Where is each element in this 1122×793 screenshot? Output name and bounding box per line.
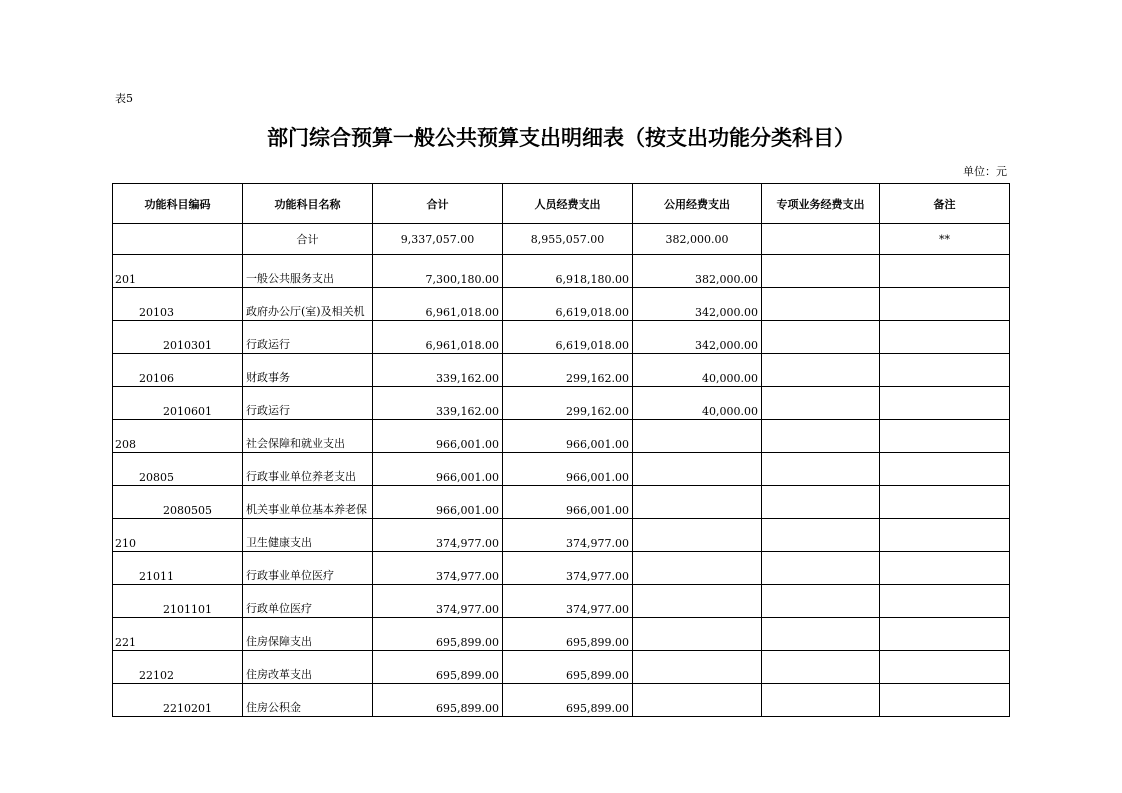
row-total-cell: 966,001.00 (373, 420, 503, 453)
row-personnel-cell: 299,162.00 (503, 387, 633, 420)
row-special-cell (762, 519, 880, 552)
table-row (113, 651, 1010, 684)
row-personnel-cell: 374,977.00 (503, 585, 633, 618)
total-name-cell: 合计 (243, 224, 373, 255)
page-title: 部门综合预算一般公共预算支出明细表（按支出功能分类科目） (267, 126, 855, 150)
header-row (113, 184, 1010, 224)
row-name-cell: 住房改革支出 (243, 651, 373, 684)
row-code-cell: 208 (113, 420, 243, 453)
row-personnel-cell: 695,899.00 (503, 651, 633, 684)
table-row (113, 453, 1010, 486)
row-note-cell (880, 255, 1010, 288)
row-code-cell: 22102 (113, 651, 243, 684)
row-total-cell: 374,977.00 (373, 519, 503, 552)
row-personnel-cell: 6,918,180.00 (503, 255, 633, 288)
table-label: 表5 (115, 92, 133, 105)
row-note-cell (880, 288, 1010, 321)
row-special-cell (762, 453, 880, 486)
row-note-cell (880, 354, 1010, 387)
row-name-cell: 财政事务 (243, 354, 373, 387)
row-personnel-cell: 374,977.00 (503, 519, 633, 552)
row-note-cell (880, 519, 1010, 552)
row-name-cell: 一般公共服务支出 (243, 255, 373, 288)
row-code-cell: 2210201 (113, 684, 243, 717)
row-name-cell: 住房公积金 (243, 684, 373, 717)
row-code-cell: 20103 (113, 288, 243, 321)
row-code-cell: 201 (113, 255, 243, 288)
row-total-cell: 339,162.00 (373, 354, 503, 387)
row-personnel-cell: 374,977.00 (503, 552, 633, 585)
row-code-cell: 2010301 (113, 321, 243, 354)
row-total-cell: 339,162.00 (373, 387, 503, 420)
row-total-cell: 695,899.00 (373, 684, 503, 717)
row-public-cell: 40,000.00 (633, 354, 762, 387)
row-personnel-cell: 966,001.00 (503, 420, 633, 453)
header-total: 合计 (373, 184, 503, 224)
header-special: 专项业务经费支出 (762, 184, 880, 224)
header-note: 备注 (880, 184, 1010, 224)
row-public-cell (633, 684, 762, 717)
header-personnel: 人员经费支出 (503, 184, 633, 224)
row-public-cell: 40,000.00 (633, 387, 762, 420)
unit-label: 单位：元 (963, 165, 1007, 178)
row-total-cell: 966,001.00 (373, 486, 503, 519)
row-public-cell: 342,000.00 (633, 321, 762, 354)
row-public-cell (633, 651, 762, 684)
row-special-cell (762, 651, 880, 684)
row-personnel-cell: 6,619,018.00 (503, 288, 633, 321)
row-name-cell: 行政运行 (243, 387, 373, 420)
row-total-cell: 695,899.00 (373, 651, 503, 684)
total-code-cell (113, 224, 243, 255)
row-name-cell: 行政事业单位医疗 (243, 552, 373, 585)
table-row (113, 519, 1010, 552)
row-name-cell: 政府办公厅(室)及相关机 (243, 288, 373, 321)
row-note-cell (880, 552, 1010, 585)
row-code-cell: 20106 (113, 354, 243, 387)
table-row (113, 288, 1010, 321)
row-code-cell: 2080505 (113, 486, 243, 519)
row-personnel-cell: 6,619,018.00 (503, 321, 633, 354)
row-public-cell (633, 552, 762, 585)
row-total-cell: 374,977.00 (373, 552, 503, 585)
row-special-cell (762, 552, 880, 585)
row-code-cell: 20805 (113, 453, 243, 486)
row-code-cell: 21011 (113, 552, 243, 585)
row-public-cell (633, 585, 762, 618)
row-total-cell: 6,961,018.00 (373, 321, 503, 354)
total-public-cell: 382,000.00 (633, 224, 762, 255)
row-name-cell: 社会保障和就业支出 (243, 420, 373, 453)
row-name-cell: 机关事业单位基本养老保 (243, 486, 373, 519)
total-total-cell: 9,337,057.00 (373, 224, 503, 255)
row-note-cell (880, 486, 1010, 519)
budget-table (112, 183, 1010, 717)
row-public-cell (633, 453, 762, 486)
row-name-cell: 行政运行 (243, 321, 373, 354)
header-name: 功能科目名称 (243, 184, 373, 224)
row-name-cell: 行政单位医疗 (243, 585, 373, 618)
row-special-cell (762, 618, 880, 651)
table-row (113, 684, 1010, 717)
header-code: 功能科目编码 (113, 184, 243, 224)
row-personnel-cell: 299,162.00 (503, 354, 633, 387)
row-personnel-cell: 695,899.00 (503, 618, 633, 651)
row-name-cell: 住房保障支出 (243, 618, 373, 651)
table-row (113, 255, 1010, 288)
row-total-cell: 695,899.00 (373, 618, 503, 651)
total-row (113, 224, 1010, 255)
row-public-cell (633, 618, 762, 651)
row-public-cell: 342,000.00 (633, 288, 762, 321)
row-special-cell (762, 420, 880, 453)
row-special-cell (762, 354, 880, 387)
row-special-cell (762, 387, 880, 420)
row-special-cell (762, 486, 880, 519)
header-public: 公用经费支出 (633, 184, 762, 224)
row-special-cell (762, 288, 880, 321)
row-personnel-cell: 695,899.00 (503, 684, 633, 717)
row-special-cell (762, 255, 880, 288)
row-code-cell: 2101101 (113, 585, 243, 618)
row-name-cell: 卫生健康支出 (243, 519, 373, 552)
row-total-cell: 6,961,018.00 (373, 288, 503, 321)
table-row (113, 618, 1010, 651)
row-note-cell (880, 585, 1010, 618)
row-code-cell: 210 (113, 519, 243, 552)
row-code-cell: 2010601 (113, 387, 243, 420)
table-row (113, 486, 1010, 519)
row-special-cell (762, 585, 880, 618)
total-note-cell: ** (880, 224, 1010, 255)
row-total-cell: 374,977.00 (373, 585, 503, 618)
row-note-cell (880, 321, 1010, 354)
table-row (113, 387, 1010, 420)
row-note-cell (880, 618, 1010, 651)
row-note-cell (880, 651, 1010, 684)
row-public-cell (633, 519, 762, 552)
table-row (113, 552, 1010, 585)
table-row (113, 585, 1010, 618)
row-total-cell: 966,001.00 (373, 453, 503, 486)
table-row (113, 321, 1010, 354)
table-row (113, 420, 1010, 453)
row-name-cell: 行政事业单位养老支出 (243, 453, 373, 486)
total-special-cell (762, 224, 880, 255)
row-special-cell (762, 321, 880, 354)
row-personnel-cell: 966,001.00 (503, 486, 633, 519)
table-row (113, 354, 1010, 387)
row-special-cell (762, 684, 880, 717)
row-total-cell: 7,300,180.00 (373, 255, 503, 288)
row-note-cell (880, 684, 1010, 717)
row-public-cell (633, 420, 762, 453)
row-note-cell (880, 453, 1010, 486)
total-personnel-cell: 8,955,057.00 (503, 224, 633, 255)
row-note-cell (880, 420, 1010, 453)
row-public-cell: 382,000.00 (633, 255, 762, 288)
row-note-cell (880, 387, 1010, 420)
row-public-cell (633, 486, 762, 519)
row-code-cell: 221 (113, 618, 243, 651)
row-personnel-cell: 966,001.00 (503, 453, 633, 486)
